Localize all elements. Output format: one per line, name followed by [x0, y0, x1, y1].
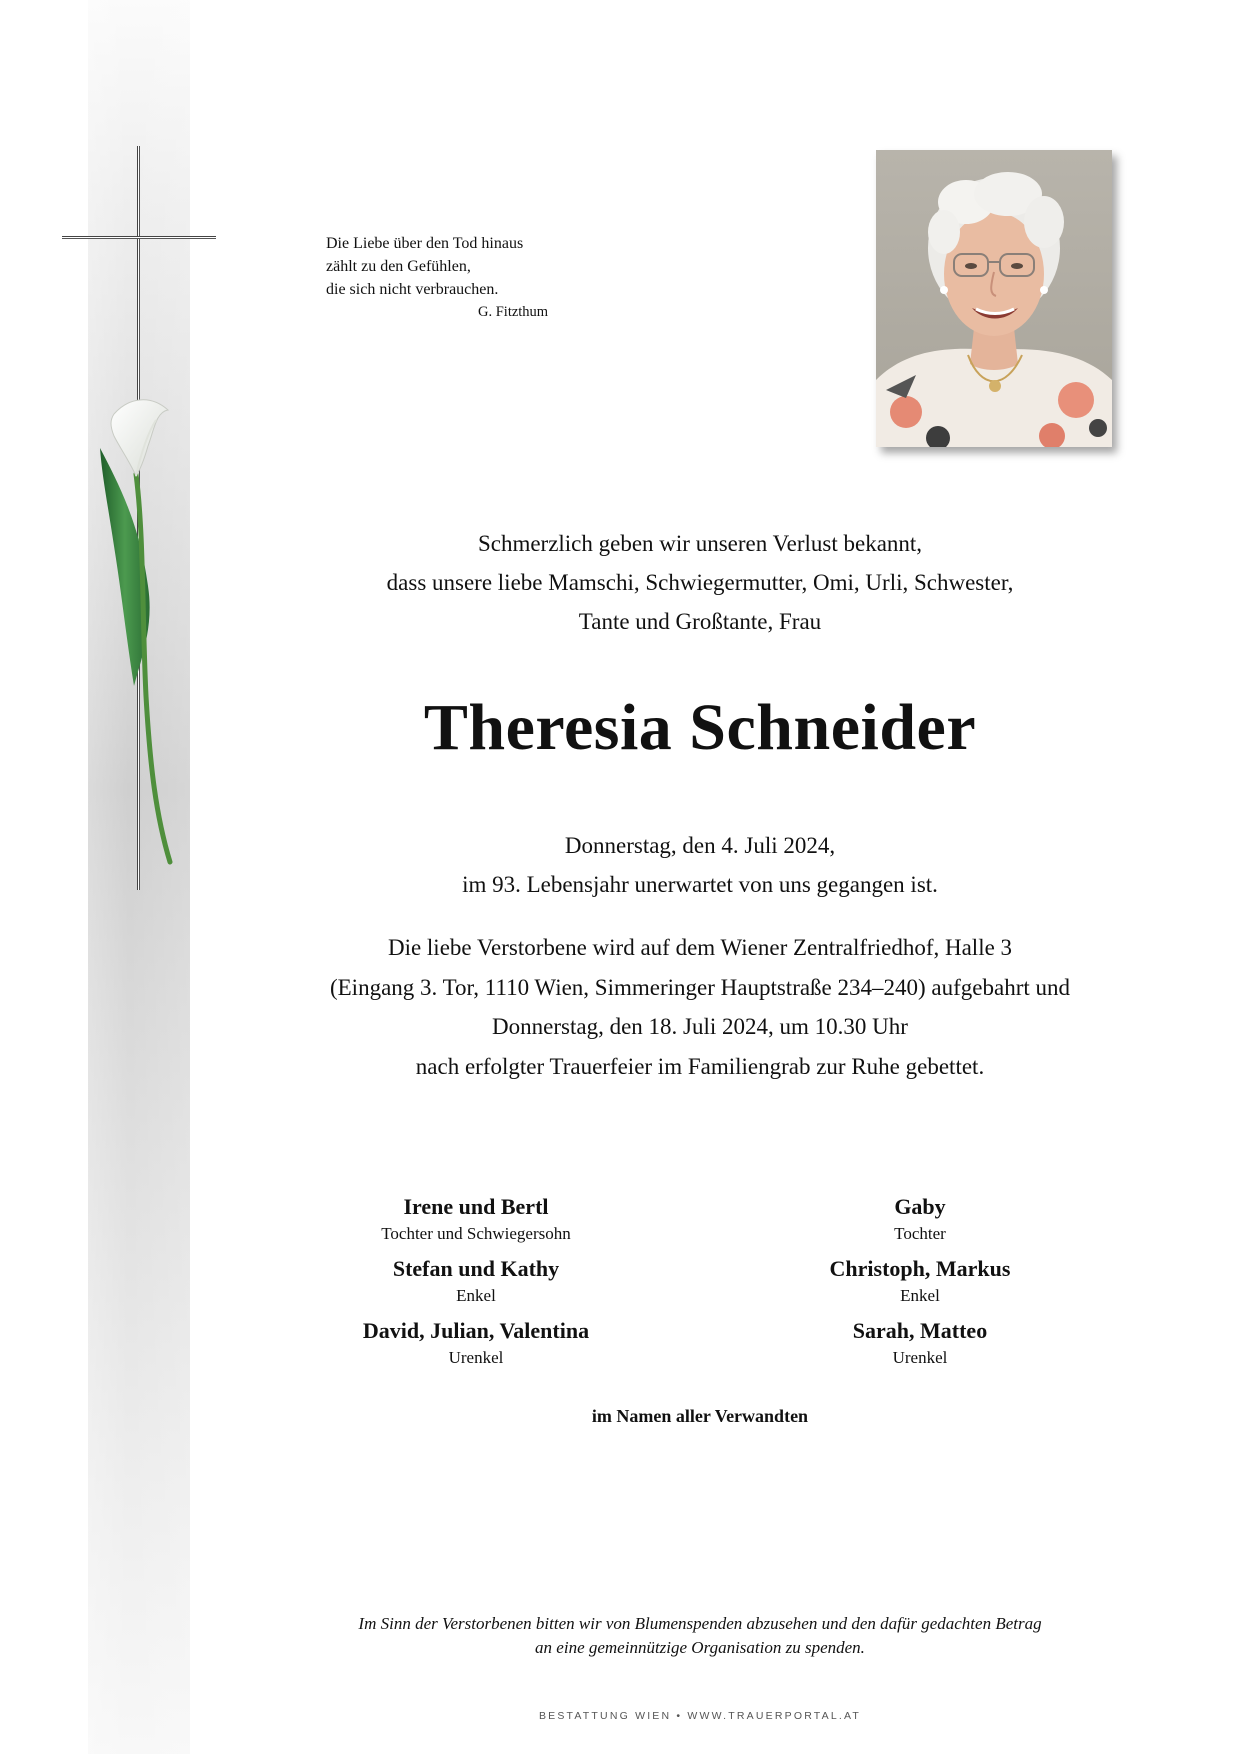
- mourner-name: Christoph, Markus: [829, 1256, 1011, 1281]
- intro-line: Schmerzlich geben wir unseren Verlust bekannt,: [477, 531, 923, 556]
- funeral-line: (Eingang 3. Tor, 1110 Wien, Simmeringer Hauptstraße 234–240) aufgebahrt und: [329, 974, 1071, 1000]
- deceased-name: Theresia Schneider: [423, 691, 977, 764]
- mourner-name: Stefan und Kathy: [392, 1256, 560, 1281]
- closing-line: im Namen aller Verwandten: [591, 1406, 809, 1426]
- quote-line: zählt zu den Gefühlen,: [326, 258, 471, 275]
- calla-lily-icon: [96, 396, 186, 866]
- donation-note: [300, 1612, 1100, 1660]
- mourner-name: David, Julian, Valentina: [362, 1318, 590, 1343]
- quote-line: Die Liebe über den Tod hinaus: [326, 235, 524, 252]
- portrait-photo: [876, 150, 1112, 447]
- cross-bar: [62, 236, 216, 239]
- mourner-role: Urenkel: [448, 1348, 504, 1367]
- mourners-right: [740, 1192, 1100, 1378]
- mourner-name: Irene und Bertl: [403, 1194, 549, 1219]
- mourners-left: [296, 1192, 656, 1378]
- mourner-role: Tochter: [894, 1224, 946, 1243]
- mourner-role: Urenkel: [892, 1348, 948, 1367]
- memorial-quote: [326, 232, 548, 324]
- portrait-image: [876, 150, 1112, 447]
- funeral-line: nach erfolgter Trauerfeier im Familiengrab zur Ruhe gebettet.: [415, 1053, 985, 1079]
- mourner-role: Enkel: [900, 1286, 940, 1305]
- mourner-name: Gaby: [894, 1194, 946, 1219]
- mourner-role: Enkel: [456, 1286, 496, 1305]
- note-line: an eine gemeinnützige Organisation zu spenden.: [535, 1638, 865, 1657]
- quote-author: G. Fitzthum: [478, 304, 549, 320]
- funeral-details: [280, 928, 1120, 1086]
- intro-line: dass unsere liebe Mamschi, Schwiegermutter, Omi, Urli, Schwester,: [386, 570, 1014, 595]
- funeral-line: Die liebe Verstorbene wird auf dem Wiener Zentralfriedhof, Halle 3: [387, 935, 1013, 960]
- footer-credit: BESTATTUNG WIEN • WWW.TRAUERPORTAL.AT: [538, 1710, 862, 1722]
- mourner-role: Tochter und Schwiegersohn: [381, 1224, 571, 1243]
- death-line: im 93. Lebensjahr unerwartet von uns gegangen ist.: [462, 872, 938, 897]
- note-line: Im Sinn der Verstorbenen bitten wir von Blumenspenden abzusehen und den dafür gedachten Betrag: [358, 1614, 1042, 1633]
- mourner-name: Sarah, Matteo: [852, 1318, 988, 1343]
- funeral-line: Donnerstag, den 18. Juli 2024, um 10.30 Uhr: [492, 1014, 908, 1039]
- announcement-intro: [280, 524, 1120, 641]
- quote-line: die sich nicht verbrauchen.: [326, 281, 499, 298]
- death-date: [280, 826, 1120, 904]
- intro-line: Tante und Großtante, Frau: [578, 609, 822, 634]
- death-line: Donnerstag, den 4. Juli 2024,: [564, 833, 836, 858]
